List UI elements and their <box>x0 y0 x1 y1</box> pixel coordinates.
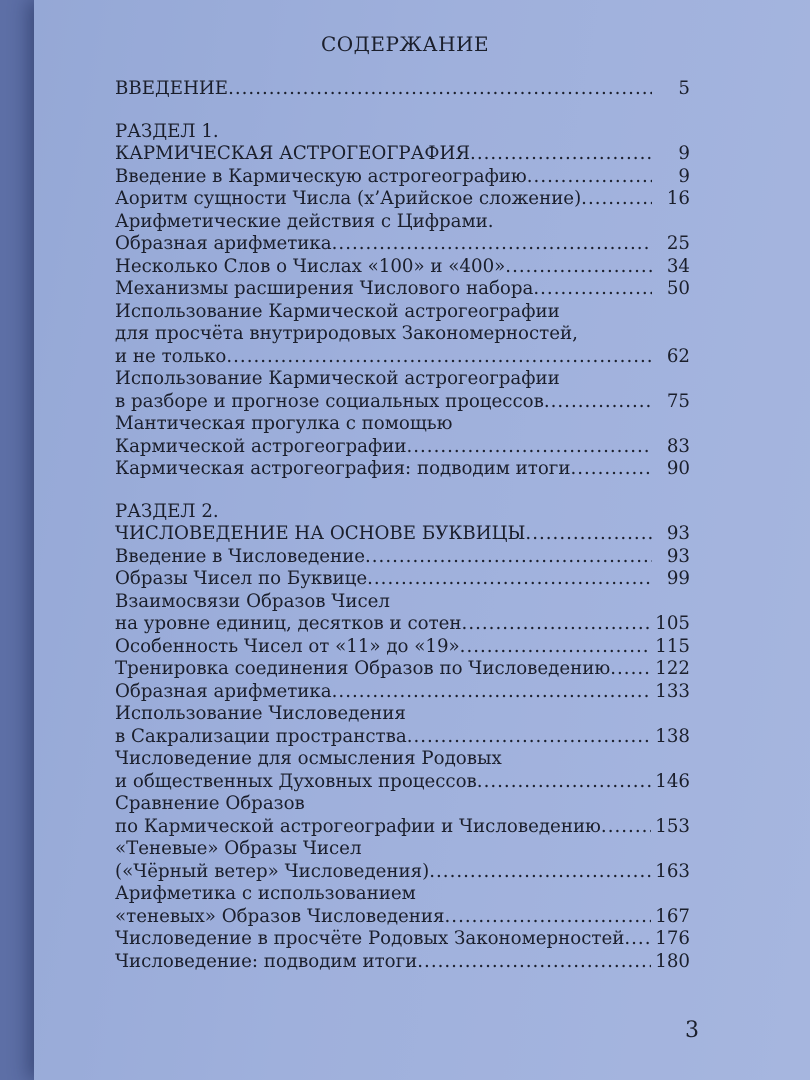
toc-entry-line: Сравнение Образов <box>115 793 305 814</box>
spacer <box>115 101 690 121</box>
toc-entry <box>115 233 690 256</box>
toc-entry-title: Особенность Чисел от «11» до «19» ..... <box>115 636 651 659</box>
toc-entry-title: Несколько Слов о Числах «100» и «400» ..... <box>115 256 652 279</box>
toc-entry <box>115 458 690 481</box>
toc-entry-page: 99 <box>666 568 690 589</box>
toc-entry-page: 180 <box>655 950 690 972</box>
toc-entry-line: «Теневые» Образы Чисел <box>115 838 362 859</box>
toc-entry <box>115 906 690 929</box>
toc-entry <box>115 278 690 301</box>
toc-entry <box>115 928 690 951</box>
toc-entry <box>115 166 690 189</box>
table-of-contents <box>115 78 690 973</box>
toc-entry <box>115 568 690 591</box>
toc-entry-page: 50 <box>666 278 690 299</box>
toc-entry <box>115 681 690 704</box>
toc-entry-title: Введение в Числоведение ..... <box>115 546 652 569</box>
toc-entry-page: 146 <box>655 770 690 792</box>
toc-entry-title: Тренировка соединения Образов по Числоведению ..... <box>115 658 651 681</box>
toc-entry <box>115 613 690 636</box>
toc-entry-title: Введение в Кармическую астрогеографию ..... <box>115 166 652 189</box>
toc-entry-title: Образная арифметика ..... <box>115 681 651 704</box>
toc-entry <box>115 546 690 569</box>
toc-entry-line: Взаимосвязи Образов Чисел <box>115 590 390 612</box>
toc-entry-page: 122 <box>655 658 690 679</box>
toc-entry-title: и не только ..... <box>115 346 652 369</box>
toc-entry-page: 167 <box>655 905 690 927</box>
toc-entry-page: 138 <box>655 725 690 747</box>
section-1-entries <box>115 143 690 481</box>
toc-entry-line: Мантическая прогулка с помощью <box>115 413 453 434</box>
toc-entry-page: 153 <box>655 815 690 837</box>
toc-entry <box>115 523 690 546</box>
toc-entry-line: Числоведение для осмысления Родовых <box>115 748 502 769</box>
toc-entry <box>115 436 690 459</box>
toc-entry-line: Арифметика с использованием <box>115 883 416 904</box>
toc-entry-line: Использование Кармической астрогеографии <box>115 368 560 389</box>
toc-entry-title: Аоритм сущности Числа (х’Арийское сложение) ..... <box>115 188 652 211</box>
toc-entry-title: Механизмы расширения Числового набора ..... <box>115 278 652 301</box>
toc-entry-title: («Чёрный ветер» Числоведения) ..... <box>115 861 651 884</box>
toc-entry-page: 25 <box>666 233 690 254</box>
toc-entry-title: ЧИСЛОВЕДЕНИЕ НА ОСНОВЕ БУКВИЦЫ ..... <box>115 523 652 546</box>
toc-entry-title: «теневых» Образов Числоведения ..... <box>115 906 651 929</box>
toc-entry-page: 34 <box>666 255 690 277</box>
toc-entry-page: 90 <box>666 458 690 479</box>
toc-entry-title: Числоведение: подводим итоги ..... <box>115 951 651 974</box>
toc-entry-page: 133 <box>655 680 690 702</box>
toc-entry-page: 62 <box>666 345 690 367</box>
toc-entry <box>115 256 690 279</box>
toc-entry <box>115 636 690 659</box>
toc-entry-line: Использование Кармической астрогеографии <box>115 300 560 322</box>
toc-entry-page: 105 <box>655 613 690 634</box>
toc-entry <box>115 816 690 839</box>
toc-entry-intro <box>115 78 690 101</box>
toc-entry-page: 115 <box>655 635 690 657</box>
toc-entry-page: 9 <box>678 165 690 187</box>
toc-entry-page: 93 <box>666 523 690 544</box>
toc-entry-page: 163 <box>655 860 690 882</box>
toc-entry-title: ВВЕДЕНИЕ ..... <box>115 78 652 101</box>
toc-entry <box>115 188 690 211</box>
toc-entry <box>115 391 690 414</box>
page-number: 3 <box>685 1018 699 1043</box>
toc-entry-page: 176 <box>655 928 690 949</box>
toc-entry-title: КАРМИЧЕСКАЯ АСТРОГЕОГРАФИЯ ..... <box>115 143 652 166</box>
toc-entry-page: 9 <box>678 143 690 164</box>
toc-entry-title: Образы Чисел по Буквице ..... <box>115 568 652 591</box>
toc-entry-line: Арифметические действия с Цифрами. <box>115 210 494 232</box>
toc-entry <box>115 726 690 749</box>
section-2-entries <box>115 523 690 973</box>
toc-entry-title: и общественных Духовных процессов ..... <box>115 771 651 794</box>
toc-entry <box>115 951 690 974</box>
toc-entry-title: Кармическая астрогеография: подводим итоги ..... <box>115 458 652 481</box>
toc-entry-title: Образная арифметика ..... <box>115 233 652 256</box>
section-1-heading: РАЗДЕЛ 1. <box>115 120 219 142</box>
page-title: СОДЕРЖАНИЕ <box>320 32 490 56</box>
toc-entry-page: 5 <box>678 78 690 99</box>
toc-entry-title: Числоведение в просчёте Родовых Закономерностей ..... <box>115 928 651 951</box>
toc-entry-page: 16 <box>666 188 690 209</box>
toc-entry-page: 93 <box>666 545 690 567</box>
toc-entry-page: 75 <box>666 390 690 412</box>
toc-entry <box>115 658 690 681</box>
toc-entry <box>115 861 690 884</box>
toc-entry-title: по Кармической астрогеографии и Числоведению ..... <box>115 816 651 839</box>
toc-entry-page: 83 <box>666 435 690 457</box>
toc-entry-title: Кармической астрогеографии ..... <box>115 436 652 459</box>
toc-entry <box>115 346 690 369</box>
toc-entry-title: в разборе и прогнозе социальных процессов ..... <box>115 391 652 414</box>
toc-entry-line: Использование Числоведения <box>115 703 406 724</box>
spacer <box>115 481 690 501</box>
toc-entry-title: на уровне единиц, десятков и сотен ..... <box>115 613 651 636</box>
toc-entry-line: для просчёта внутриродовых Закономерностей, <box>115 323 578 344</box>
toc-entry <box>115 143 690 166</box>
toc-entry <box>115 771 690 794</box>
section-2-heading: РАЗДЕЛ 2. <box>115 500 219 522</box>
toc-entry-title: в Сакрализации пространства ..... <box>115 726 651 749</box>
